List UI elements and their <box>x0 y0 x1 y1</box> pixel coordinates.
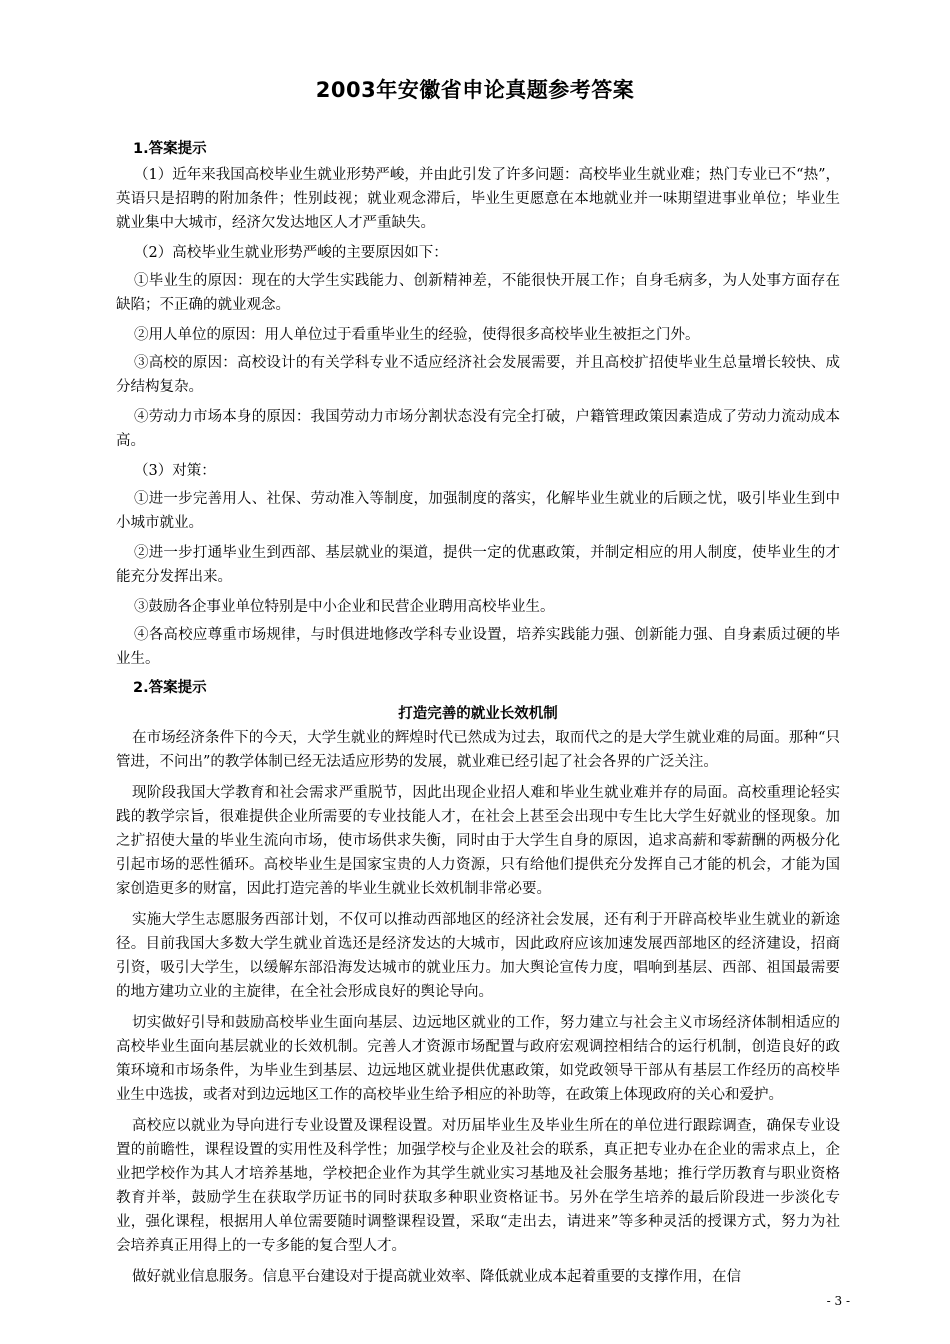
paragraph: （3）对策： <box>134 463 216 479</box>
document-title: 2003年安徽省申论真题参考答案 <box>315 78 635 102</box>
paragraph: 在市场经济条件下的今天，大学生就业的辉煌时代已然成为过去，取而代之的是大学生就业难的局面。那种“只管进，不问出”的教学体制已经无法适应形势的发展，就业难已经引起了社会各界的广泛关注。 <box>116 730 840 770</box>
paragraph: ③高校的原因：高校设计的有关学科专业不适应经济社会发展需要，并且高校扩招使毕业生总量增长较快、成分结构复杂。 <box>116 355 840 395</box>
paragraph: ③鼓励各企事业单位特别是中小企业和民营企业聘用高校毕业生。 <box>134 599 555 615</box>
section-1-body <box>116 163 840 671</box>
paragraph: ④各高校应尊重市场规律，与时俱进地修改学科专业设置，培养实践能力强、创新能力强、自身素质过硬的毕业生。 <box>116 627 840 667</box>
paragraph: 实施大学生志愿服务西部计划，不仅可以推动西部地区的经济社会发展，还有利于开辟高校毕业生就业的新途径。目前我国大多数大学生就业首选还是经济发达的大城市，因此政府应该加速发展西部地区的经济建设，招商引资，吸引大学生，以缓解东部沿海发达城市的就业压力。加大舆论宣传力度，唱响到基层、西部、祖国最需要的地方建功立业的主旋律，在全社会形成良好的舆论导向。 <box>116 912 840 1000</box>
paragraph: ②用人单位的原因：用人单位过于看重毕业生的经验，使得很多高校毕业生被拒之门外。 <box>134 327 700 343</box>
paragraph: 做好就业信息服务。信息平台建设对于提高就业效率、降低就业成本起着重要的支撑作用，在信 <box>132 1269 741 1285</box>
paragraph: 高校应以就业为导向进行专业设置及课程设置。对历届毕业生及毕业生所在的单位进行跟踪调查，确保专业设置的前瞻性，课程设置的实用性及科学性；加强学校与企业及社会的联系，真正把专业办在企业的需求点上，企业把学校作为其人才培养基地，学校把企业作为其学生就业实习基地及社会服务基地；推行学历教育与职业资格教育并举，鼓励学生在获取学历证书的同时获取多种职业资格证书。另外在学生培养的最后阶段进一步淡化专业，强化课程，根据用人单位需要随时调整课程设置，采取“走出去，请进来”等多种灵活的授课方式，努力为社会培养真正用得上的一专多能的复合型人才。 <box>116 1118 840 1254</box>
section-2-heading: 2.答案提示 <box>133 680 207 696</box>
section-2-body <box>116 726 840 1289</box>
document-content <box>116 138 840 1296</box>
paragraph: （1）近年来我国高校毕业生就业形势严峻，并由此引发了许多问题：高校毕业生就业难；热门专业已不“热”，英语只是招聘的附加条件；性别歧视；就业观念滞后，毕业生更愿意在本地就业并一味期望进事业单位；毕业生就业集中大城市，经济欠发达地区人才严重缺失。 <box>116 167 840 231</box>
paragraph: ④劳动力市场本身的原因：我国劳动力市场分割状态没有完全打破，户籍管理政策因素造成了劳动力流动成本高。 <box>116 409 840 449</box>
paragraph: 切实做好引导和鼓励高校毕业生面向基层、边远地区就业的工作，努力建立与社会主义市场经济体制相适应的高校毕业生面向基层就业的长效机制。完善人才资源市场配置与政府宏观调控相结合的运行机制，创造良好的政策环境和市场条件，为毕业生到基层、边远地区就业提供优惠政策，如党政领导干部从有基层工作经历的高校毕业生中选拔，或者对到边远地区工作的高校毕业生给予相应的补助等，在政策上体现政府的关心和爱护。 <box>116 1015 840 1103</box>
essay-title: 打造完善的就业长效机制 <box>398 706 558 722</box>
paragraph: ②进一步打通毕业生到西部、基层就业的渠道，提供一定的优惠政策，并制定相应的用人制度，使毕业生的才能充分发挥出来。 <box>116 545 840 585</box>
page-number: - 3 - <box>826 1294 850 1308</box>
section-1-heading: 1.答案提示 <box>133 141 207 157</box>
paragraph: ①毕业生的原因：现在的大学生实践能力、创新精神差，不能很快开展工作；自身毛病多，为人处事方面存在缺陷；不正确的就业观念。 <box>116 273 840 313</box>
paragraph: ①进一步完善用人、社保、劳动准入等制度，加强制度的落实，化解毕业生就业的后顾之忧，吸引毕业生到中小城市就业。 <box>116 491 840 531</box>
paragraph: 现阶段我国大学教育和社会需求严重脱节，因此出现企业招人难和毕业生就业难并存的局面。高校重理论轻实践的教学宗旨，很难提供企业所需要的专业技能人才，在社会上甚至会出现中专生比大学生好就业的怪现象。加之扩招使大量的毕业生流向市场，使市场供求失衡，同时由于大学生自身的原因，追求高薪和零薪酬的两极分化引起市场的恶性循环。高校毕业生是国家宝贵的人力资源，只有给他们提供充分发挥自己才能的机会，才能为国家创造更多的财富，因此打造完善的毕业生就业长效机制非常必要。 <box>116 785 840 897</box>
paragraph: （2）高校毕业生就业形势严峻的主要原因如下： <box>134 245 448 261</box>
